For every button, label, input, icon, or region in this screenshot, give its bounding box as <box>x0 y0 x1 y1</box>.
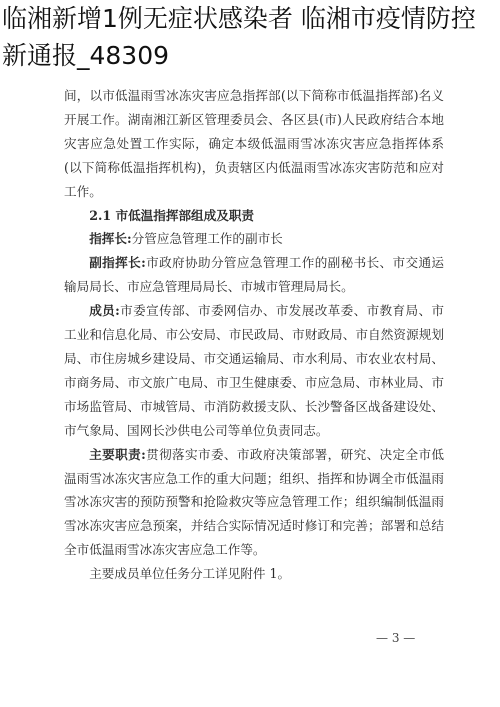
members-text: 市委宣传部、市委网信办、市发展改革委、市教育局、市工业和信息化局、市公安局、市民政局、市财政局、市自然资源规划局、市住房城乡建设局、市交通运输局、市水利局、市农业农村局、市商务局、市文旅广电局、市卫生健康委、市应急局、市林业局、市市场监管局、市城管局、市消防救援支队、长沙警备区战备建设处、市气象局、国网长沙供电公司等单位负责同志。 <box>64 303 444 438</box>
article-title <box>0 0 500 78</box>
title-line-1: 临湘新增1例无症状感染者 临湘市疫情防控 <box>2 4 476 33</box>
page-number: — 3 — <box>376 631 416 645</box>
duties-label: 主要职责: <box>89 446 146 462</box>
duties-row <box>64 443 444 563</box>
commander-row <box>64 227 444 251</box>
members-row <box>64 299 444 442</box>
members-label: 成员: <box>89 303 120 319</box>
section-heading: 2.1 市低温指挥部组成及职责 <box>89 207 255 223</box>
duties-text: 贯彻落实市委、市政府决策部署，研究、决定全市低温雨雪冰冻灾害应急工作的重大问题；组织、指挥和协调全市低温雨雪冰冻灾害的预防预警和抢险救灾等应急管理工作；组织编制低温雨雪冰冻灾害应急预案，并结合实际情况适时修订和完善；部署和总结全市低温雨雪冰冻灾害应急工作等。 <box>64 446 444 558</box>
vice-commander-text: 市政府协助分管应急管理工作的副秘书长、市交通运输局局长、市应急管理局局长、市城市管理局局长。 <box>64 255 444 295</box>
commander-label: 指挥长: <box>89 231 132 247</box>
annex-note: 主要成员单位任务分工详见附件 1。 <box>89 566 291 582</box>
title-line-2: 新通报_48309 <box>2 41 170 70</box>
intro-paragraph: 间，以市低温雨雪冰冻灾害应急指挥部(以下简称市低温指挥部)名义开展工作。湖南湘江新区管理委员会、各区县(市)人民政府结合本地灾害应急处置工作实际，确定本级低温雨雪冰冻灾害应急指挥体系(以下简称低温指挥机构)，负责辖区内低温雨雪冰冻灾害防范和应对工作。 <box>64 88 444 199</box>
document-page <box>64 84 444 586</box>
vice-commander-row <box>64 251 444 299</box>
commander-text: 分管应急管理工作的副市长 <box>131 231 283 247</box>
vice-commander-label: 副指挥长: <box>89 255 146 271</box>
